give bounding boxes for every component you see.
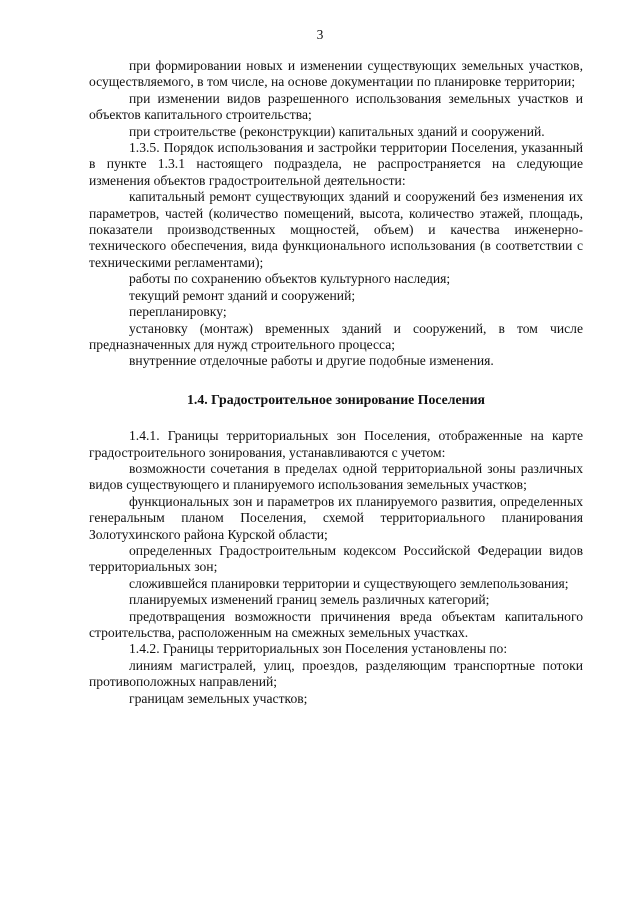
paragraph: текущий ремонт зданий и сооружений; [129, 287, 356, 303]
page-number: 3 [316, 27, 324, 42]
document-body [89, 58, 583, 707]
paragraph: границам земельных участков; [129, 690, 308, 706]
section-heading: 1.4. Градостроительное зонирование Поселения [186, 391, 486, 407]
paragraph: определенных Градостроительным кодексом Российской Федерации видов территориальных зон; [89, 542, 583, 575]
section-land-use-changes [89, 58, 583, 370]
section-zoning [89, 428, 583, 707]
paragraph: при строительстве (реконструкции) капитальных зданий и сооружений. [129, 123, 545, 139]
paragraph: капитальный ремонт существующих зданий и сооружений без изменения их параметров, частей (количество помещений, высота, количество этажей, площадь, показатели производственных мощностей, объем) и качества инженерно-технического обеспечения, вида функционального использования (в соответствии с техническими регламентами); [89, 189, 583, 270]
paragraph: планируемых изменений границ земель различных категорий; [129, 592, 490, 608]
paragraph: сложившейся планировки территории и существующего землепользования; [129, 575, 569, 591]
paragraph: 1.4.2. Границы территориальных зон Поселения установлены по: [129, 641, 508, 657]
paragraph: работы по сохранению объектов культурного наследия; [129, 271, 451, 287]
paragraph: возможности сочетания в пределах одной территориальной зоны различных видов существующего и планируемого использования земельных участков; [89, 460, 583, 493]
paragraph: перепланировку; [129, 304, 227, 320]
paragraph: 1.3.5. Порядок использования и застройки территории Поселения, указанный в пункте 1.3.1 настоящего подраздела, не распространяется на следующие изменения объектов градостроительной деятельности: [89, 140, 583, 188]
paragraph: установку (монтаж) временных зданий и сооружений, в том числе предназначенных для нужд строительного процесса; [89, 320, 583, 352]
paragraph: внутренние отделочные работы и другие подобные изменения. [129, 353, 494, 369]
paragraph: при формировании новых и изменении существующих земельных участков, осуществляемого, в том числе, на основе документации по планировке территории; [89, 58, 583, 90]
paragraph: функциональных зон и параметров их планируемого развития, определенных генеральным планом Поселения, схемой территориального планирования Золотухинского района Курской области; [89, 493, 583, 542]
paragraph: при изменении видов разрешенного использования земельных участков и объектов капитального строительства; [89, 90, 583, 123]
paragraph: предотвращения возможности причинения вреда объектам капитального строительства, расположенным на смежных земельных участках. [89, 608, 583, 640]
paragraph: линиям магистралей, улиц, проездов, разделяющим транспортные потоки противоположных направлений; [89, 657, 583, 690]
paragraph: 1.4.1. Границы территориальных зон Поселения, отображенные на карте градостроительного зонирования, устанавливаются с учетом: [89, 428, 583, 460]
